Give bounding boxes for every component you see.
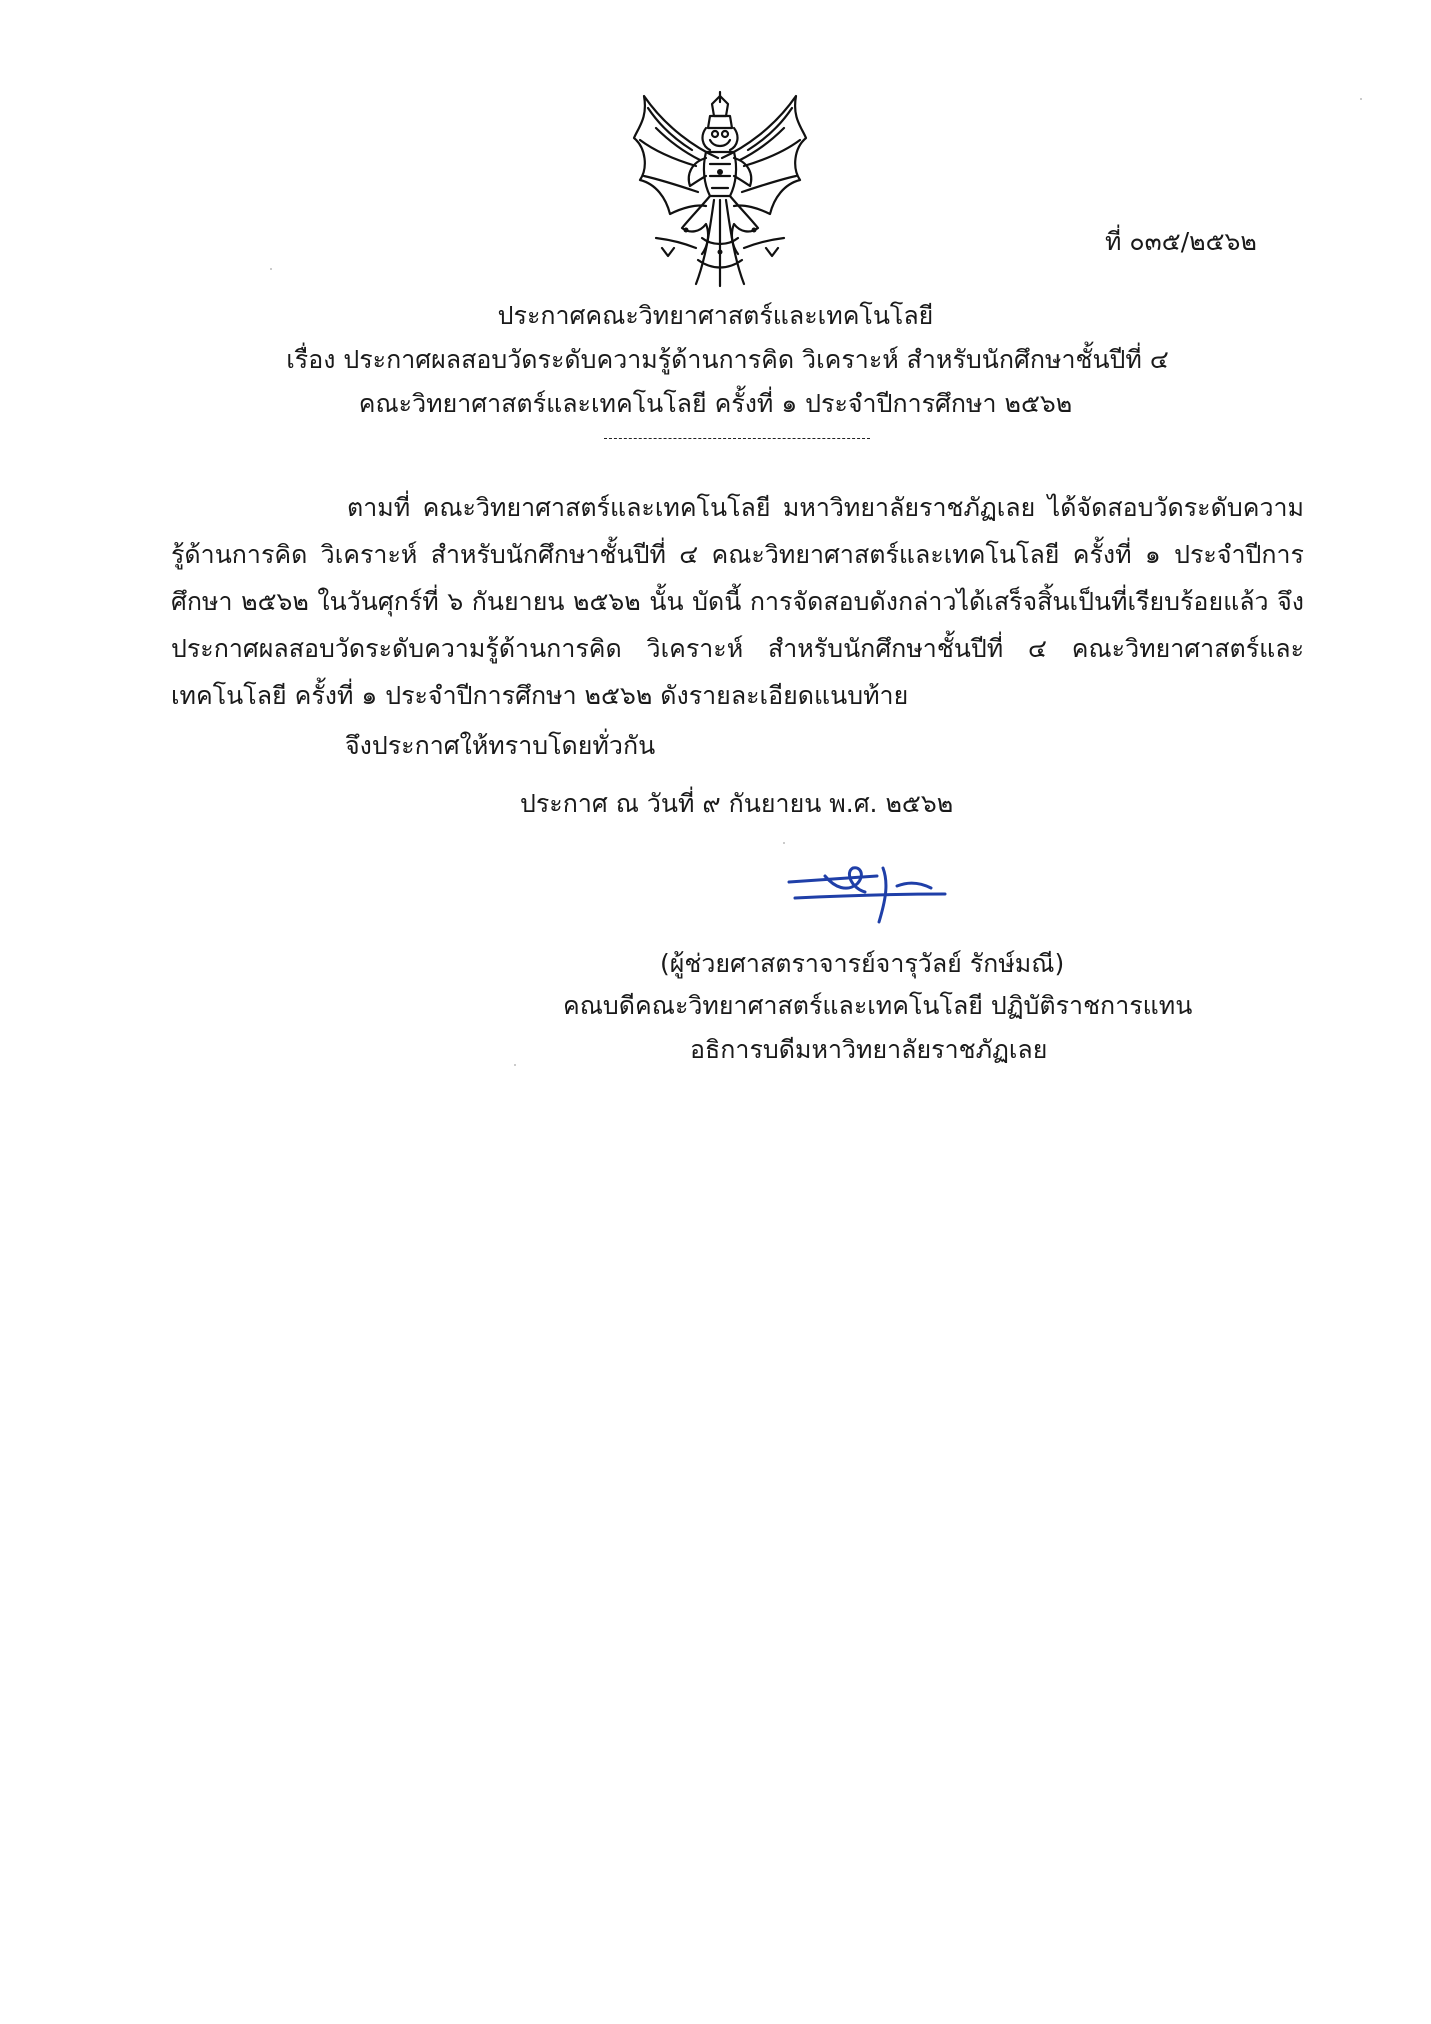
- scan-speck: [270, 268, 272, 270]
- garuda-emblem: [626, 88, 814, 290]
- signatory-subtitle: อธิการบดีมหาวิทยาลัยราชภัฏเลย: [690, 1035, 1048, 1064]
- signatory-name: (ผู้ช่วยศาสตราจารย์จารุวัลย์ รักษ์มณี): [660, 949, 1065, 978]
- scan-speck: [514, 1064, 516, 1066]
- announcement-subject-continued: คณะวิทยาศาสตร์และเทคโนโลยี ครั้งที่ ๑ ประจำปีการศึกษา ๒๕๖๒: [358, 389, 1073, 418]
- closing-statement: จึงประกาศให้ทราบโดยทั่วกัน: [345, 731, 656, 760]
- handwritten-signature: [785, 858, 955, 928]
- scan-speck: [783, 842, 785, 844]
- document-reference-number: ที่ ๐๓๕/๒๕๖๒: [1105, 227, 1257, 256]
- announcement-body: ตามที่ คณะวิทยาศาสตร์และเทคโนโลยี มหาวิทยาลัยราชภัฏเลย ได้จัดสอบวัดระดับความรู้ด้านการคิด วิเคราะห์ สำหรับนักศึกษาชั้นปีที่ ๔ คณะวิทยาศาสตร์และเทคโนโลยี ครั้งที่ ๑ ประจำปีการศึกษา ๒๕๖๒ ในวันศุกร์ที่ ๖ กันยายน ๒๕๖๒ นั้น บัดนี้ การจัดสอบดังกล่าวได้เสร็จสิ้นเป็นที่เรียบร้อยแล้ว จึงประกาศผลสอบวัดระดับความรู้ด้านการคิด วิเคราะห์ สำหรับนักศึกษาชั้นปีที่ ๔ คณะวิทยาศาสตร์และเทคโนโลยี ครั้งที่ ๑ ประจำปีการศึกษา ๒๕๖๒ ดังรายละเอียดแนบท้าย: [171, 493, 1304, 710]
- announcement-subject: เรื่อง ประกาศผลสอบวัดระดับความรู้ด้านการคิด วิเคราะห์ สำหรับนักศึกษาชั้นปีที่ ๔: [286, 345, 1169, 374]
- announcement-date: ประกาศ ณ วันที่ ๙ กันยายน พ.ศ. ๒๕๖๒: [520, 789, 954, 818]
- signatory-title: คณบดีคณะวิทยาศาสตร์และเทคโนโลยี ปฏิบัติราชการแทน: [563, 991, 1193, 1020]
- heading-divider: [604, 438, 870, 439]
- scan-speck: [1360, 98, 1362, 100]
- announcement-issuer: ประกาศคณะวิทยาศาสตร์และเทคโนโลยี: [497, 301, 934, 330]
